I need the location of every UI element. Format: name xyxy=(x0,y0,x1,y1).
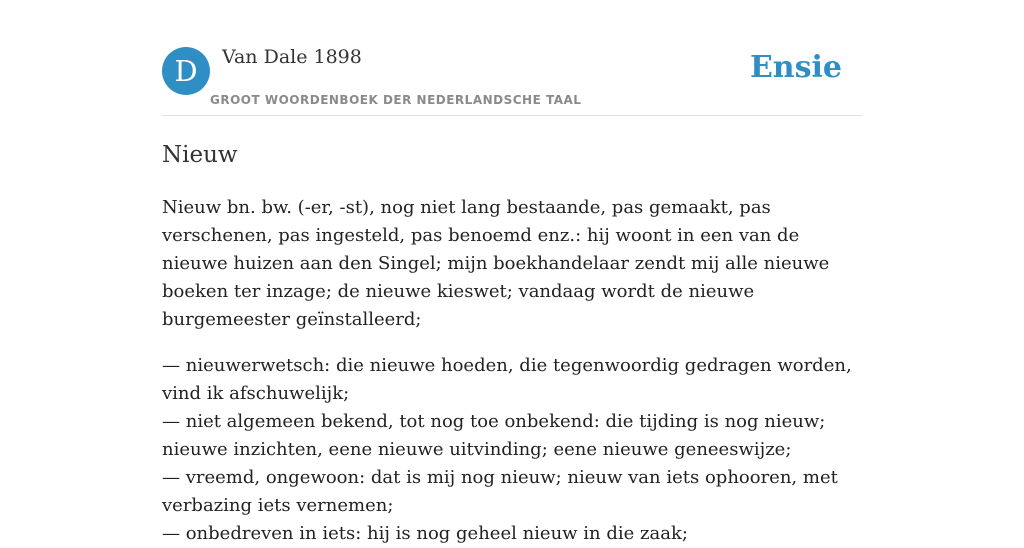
definition-senses xyxy=(162,352,862,548)
entry-headword: Nieuw xyxy=(162,142,238,168)
dictionary-header xyxy=(162,0,862,116)
dictionary-title[interactable]: Van Dale 1898 xyxy=(222,46,362,68)
sense-line: — onbedreven in iets: hij is nog geheel nieuw in die zaak; xyxy=(162,523,688,544)
definition-intro: Nieuw bn. bw. (-er, -st), nog niet lang bestaande, pas gemaakt, pas verschenen, pas ingesteld, pas benoemd enz.: hij woont in een van de nieuwe huizen aan den Singel; mijn boekhandelaar zendt mij alle nieuwe boeken ter inzage; de nieuwe kieswet; vandaag wordt de nieuwe burgemeester geïnstalleerd; xyxy=(162,197,830,330)
dictionary-avatar[interactable]: D xyxy=(162,47,210,95)
entry-definition xyxy=(162,194,862,548)
sense-line: — nieuwerwetsch: die nieuwe hoeden, die tegenwoordig gedragen worden, vind ik afschuwelijk; xyxy=(162,355,852,404)
ensie-logo-link[interactable]: Ensie xyxy=(749,50,842,85)
dictionary-subtitle: GROOT WOORDENBOEK DER NEDERLANDSCHE TAAL xyxy=(210,93,582,107)
sense-line: — vreemd, ongewoon: dat is mij nog nieuw; nieuw van iets ophooren, met verbazing iets vernemen; xyxy=(162,467,838,516)
page xyxy=(162,0,862,548)
sense-line: — niet algemeen bekend, tot nog toe onbekend: die tijding is nog nieuw; nieuwe inzichten, eene nieuwe uitvinding; eene nieuwe geneeswijze; xyxy=(162,411,826,460)
